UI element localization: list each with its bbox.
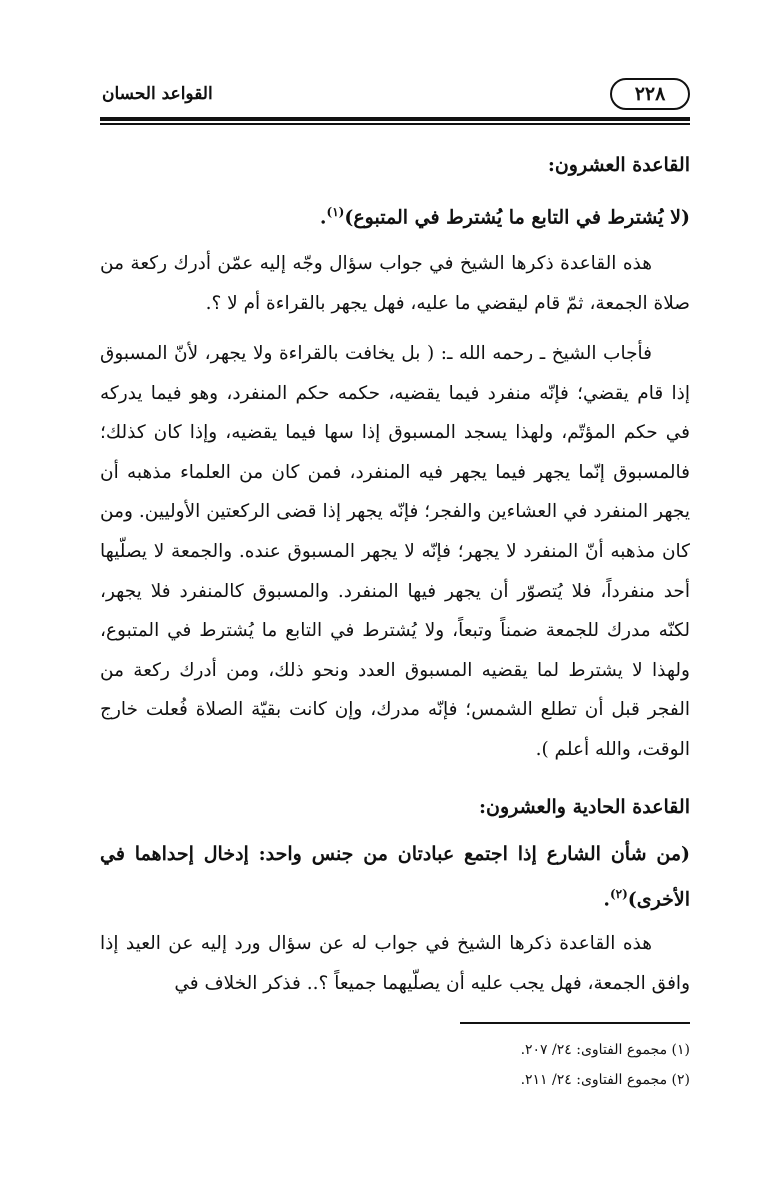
footnote-ref-1: (١) <box>326 205 345 219</box>
header-rule-thick <box>100 117 690 121</box>
rule-21-heading: القاعدة الحادية والعشرون: <box>478 796 690 818</box>
header-rule-thin <box>100 123 690 125</box>
rule-20-heading: القاعدة العشرون: <box>547 154 690 176</box>
footnote-1: (١) مجموع الفتاوى: ٢٤/ ٢٠٧. <box>520 1042 690 1058</box>
footnote-separator <box>460 1022 690 1024</box>
footnote-ref-2: (٢) <box>609 887 628 901</box>
rule-21-paragraph-1: هذه القاعدة ذكرها الشيخ في جواب له عن سؤال ورد إليه عن العيد إذا وافق الجمعة، فهل يجب عليه أن يصلّيهما جميعاً ؟.. فذكر الخلاف في <box>100 933 690 994</box>
rule-20-statement: (لا يُشترط في التابع ما يُشترط في المتبوع)$^{(١)}$. <box>319 205 690 229</box>
rule-21-statement: (من شأن الشارع إذا اجتمع عبادتان من جنس واحد: إدخال إحداهما في الأخرى)$^{(٢)}$. <box>100 843 690 911</box>
rule-21-statement-text: (من شأن الشارع إذا اجتمع عبادتان من جنس واحد: إدخال إحداهما في الأخرى) <box>100 843 690 911</box>
rule-20-statement-text: (لا يُشترط في التابع ما يُشترط في المتبوع) <box>344 206 690 229</box>
book-title: القواعد الحسان <box>102 84 213 104</box>
rule-20-paragraph-2: فأجاب الشيخ ـ رحمه الله ـ: ( بل يخافت بالقراءة ولا يجهر، لأنّ المسبوق إذا قام يقضي؛ فإنّه منفرد فيما يقضيه، حكمه حكم المنفرد، وهو فيما يدركه في حكم المؤتّم، ولهذا يسجد المسبوق إذا سها فيما يقضيه، وإذا كان كذلك؛ فالمسبوق إنّما يجهر فيما يجهر فيه المنفرد، فمن كان من العلماء مذهبه أن يجهر المنفرد في العشاءين والفجر؛ فإنّه يجهر إذا قضى الركعتين الأوليين. ومن كان مذهبه أنّ المنفرد لا يجهر؛ فإنّه لا يجهر المسبوق عنده. والجمعة لا يصلّيها أحد منفرداً، فلا يُتصوّر أن يجهر فيها المنفرد. والمسبوق كالمنفرد فلا يجهر، لكنّه مدرك للجمعة ضمناً وتبعاً، ولا يُشترط في التابع ما يُشترط في المتبوع، ولهذا لا يشترط لما يقضيه المسبوق العدد ونحو ذلك، ومن أدرك ركعة من الفجر قبل أن تطلع الشمس؛ فإنّه مدرك، وإن كانت بقيّة الصلاة فُعلت خارج الوقت، والله أعلم ). <box>100 343 690 760</box>
rule-20-paragraph-1: هذه القاعدة ذكرها الشيخ في جواب سؤال وجّه إليه عمّن أدرك ركعة من صلاة الجمعة، ثمّ قام ليقضي ما عليه، فهل يجهر بالقراءة أم لا ؟. <box>100 253 690 314</box>
running-header <box>100 78 690 118</box>
page-number: ٢٢٨ <box>610 78 690 110</box>
footnote-2: (٢) مجموع الفتاوى: ٢٤/ ٢١١. <box>520 1072 690 1088</box>
